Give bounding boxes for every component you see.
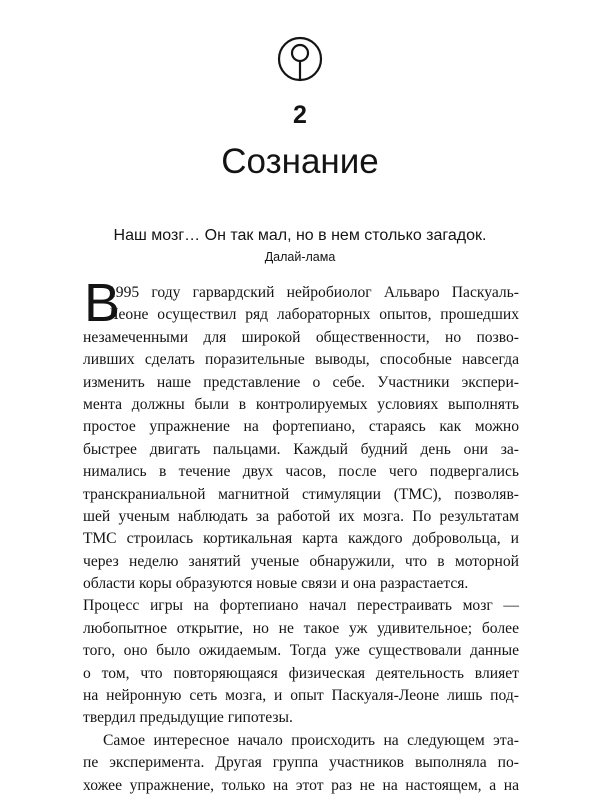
text-line: шей ученым наблюдать за работой их мозга. По результатам — [83, 507, 519, 525]
text-line: 1995 году гарвардский нейробиолог Альваро Паскуаль- — [108, 284, 519, 301]
text-line: Леоне осуществил ряд лабораторных опытов, прошедших — [108, 306, 519, 324]
epigraph-author: Далай-лама — [264, 250, 336, 264]
drop-cap: В — [84, 273, 121, 333]
text-line: через неделю занятий ученые обнаружили, что в моторной — [83, 552, 519, 570]
text-line: Самое интересное начало происходить на следующем эта- — [103, 731, 519, 749]
epigraph-quote: Наш мозг… Он так мал, но в нем столько загадок. — [113, 227, 487, 244]
text-line: на нейронную сеть мозга, и опыт Паскуаля-Леоне лишь под- — [83, 687, 519, 705]
text-line: того, оно было ожидаемым. Тогда уже существовали данные — [83, 642, 519, 660]
text-line: пе эксперимента. Другая группа участников выполняла по- — [83, 754, 519, 772]
chapter-title: Сознание — [221, 142, 379, 181]
text-line: изменить наше представление о себе. Участники экспери- — [83, 373, 519, 391]
text-line: простое упражнение на фортепиано, стараясь как можно — [83, 418, 519, 436]
text-line: мента должны были в контролируемых условиях выполнять — [83, 395, 519, 413]
body-text — [83, 273, 519, 797]
text-line: хожее упражнение, только на этот раз не на настоящем, а на — [83, 776, 519, 794]
text-line: ливших сделать поразительные выводы, способные навсегда — [83, 351, 519, 369]
chapter-number: 2 — [293, 101, 307, 129]
text-line: транскраниальной магнитной стимуляции (ТМС), позволяв- — [83, 485, 519, 503]
text-line: области коры образуются новые связи и она разрастается. — [83, 575, 469, 593]
text-line: ТМС строилась кортикальная карта каждого добровольца, и — [83, 530, 519, 548]
text-line: нимались в течение двух часов, после чего подвергались — [83, 463, 519, 481]
circle-with-stem-emblem-icon — [277, 36, 323, 82]
text-line: твердил предыдущие гипотезы. — [83, 709, 293, 727]
text-line: быстрее двигать пальцами. Каждый будний день они за- — [83, 440, 519, 458]
text-line: незамеченными для широкой общественности, но позво- — [83, 328, 519, 346]
text-line: любопытное открытие, но не такое уж удивительное; более — [83, 619, 519, 637]
text-line: Процесс игры на фортепиано начал перестраивать мозг — — [83, 597, 519, 615]
text-line: о том, что повторяющаяся физическая деятельность влияет — [83, 664, 519, 682]
